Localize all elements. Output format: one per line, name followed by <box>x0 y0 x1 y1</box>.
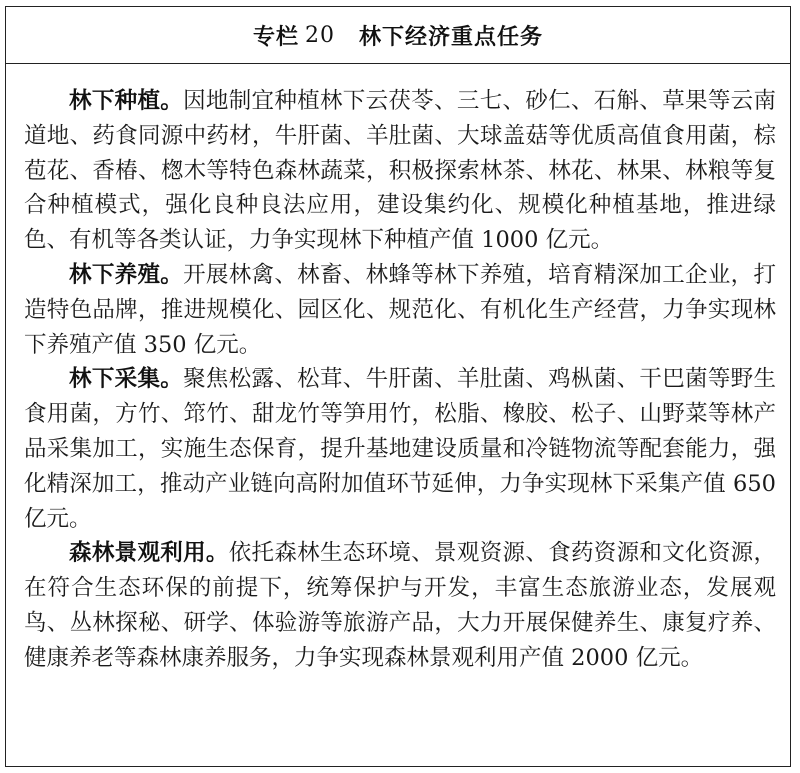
column-title: 林下经济重点任务 <box>359 24 544 50</box>
column-box <box>5 6 791 767</box>
section-body: 开展林禽、林畜、林蜂等林下养殖，培育精深加工企业，打造特色品牌，推进规模化、园区化、规范化、有机化生产经营，力争实现林下养殖产值 350 亿元。 <box>24 261 776 358</box>
section-heading: 森林景观利用。 <box>69 540 229 567</box>
section-heading: 林下采集。 <box>69 366 184 393</box>
section-heading: 林下种植。 <box>69 88 184 114</box>
column-number: 20 <box>305 22 335 48</box>
column-prefix: 专栏 <box>252 24 299 50</box>
section-forest-landscape <box>24 536 776 675</box>
section-body: 聚焦松露、松茸、牛肝菌、羊肚菌、鸡枞菌、干巴菌等野生食用菌，方竹、筇竹、甜龙竹等笋用竹，松脂、橡胶、松子、山野菜等林产品采集加工，实施生态保育，提升基地建设质量和冷链物流等配套能力，强化精深加工，推动产业链向高附加值环节延伸，力争实现林下采集产值 650 亿元。 <box>24 366 776 532</box>
section-body: 依托森林生态环境、景观资源、食药资源和文化资源，在符合生态环保的前提下，统筹保护与开发，丰富生态旅游业态，发展观鸟、丛林探秘、研学、体验游等旅游产品，大力开展保健养生、康复疗养、健康养老等森林康养服务，力争实现森林景观利用产值 2000 亿元。 <box>24 540 776 671</box>
column-header <box>6 7 790 64</box>
section-body: 因地制宜种植林下云茯苓、三七、砂仁、石斛、草果等云南道地、药食同源中药材，牛肝菌、羊肚菌、大球盖菇等优质高值食用菌，棕苞花、香椿、楤木等特色森林蔬菜，积极探索林茶、林花、林果、林粮等复合种植模式，强化良种良法应用，建设集约化、规模化种植基地，推进绿色、有机等各类认证，力争实现林下种植产值 1000 亿元。 <box>24 88 776 254</box>
section-forest-gathering <box>24 362 776 536</box>
column-content <box>6 64 790 676</box>
section-forest-breeding <box>24 258 776 362</box>
section-heading: 林下养殖。 <box>69 261 184 288</box>
section-forest-planting <box>24 84 776 258</box>
